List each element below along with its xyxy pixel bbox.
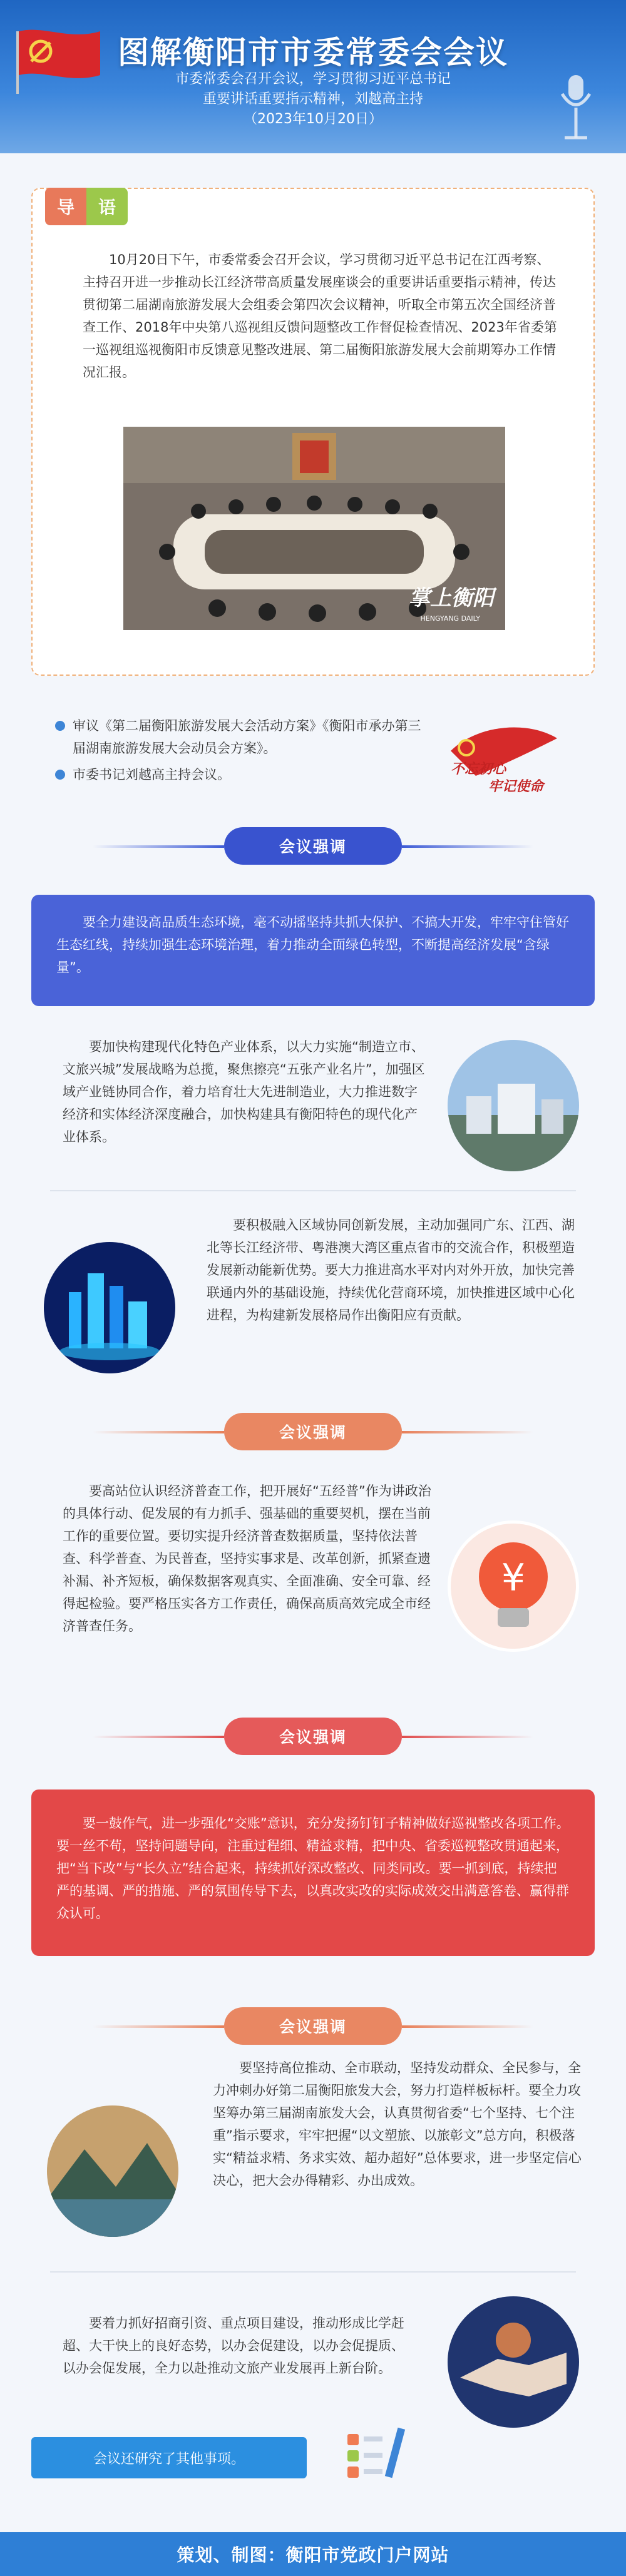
section-pill: 会议强调 — [224, 1718, 402, 1755]
other-matters-button[interactable]: 会议还研究了其他事项。 — [31, 2437, 307, 2478]
intro-card — [31, 188, 595, 676]
landscape-image — [47, 2105, 178, 2237]
section-pill: 会议强调 — [224, 827, 402, 865]
subtitle-line-1: 市委常委会召开会议，学习贯彻习近平总书记 — [175, 71, 451, 87]
section-title-3 — [0, 1718, 626, 1755]
handshake-image — [448, 2296, 579, 2428]
microphone-icon — [551, 69, 601, 144]
subtitle-date: （2023年10月20日） — [244, 111, 382, 127]
footer: 策划、制图：衡阳市党政门户网站 — [0, 2532, 626, 2576]
bullet-list — [50, 715, 426, 790]
paragraph-census: 要高站位认识经济普查工作，把开展好“五经普”作为讲政治的具体行动、促发展的有力抓手、强基础的重要契机，摆在当前工作的重要位置。要切实提升经济普查数据质量，坚持依法普查、科学普查、为民普查，坚持实事求是、改革创新，抓紧查遗补漏、补齐短板，确保数据客观真实、全面准确、安全可靠、经得起检验。要严格压实各方工作责任，确保高质高效完成全市经济普查任务。 — [63, 1484, 431, 1634]
meeting-photo — [123, 427, 505, 630]
list-item: 市委书记刘越高主持会议。 — [50, 763, 426, 786]
intro-text: 10月20日下午，市委常委会召开会议，学习贯彻习近平总书记在江西考察、主持召开进一步推动长江经济带高质量发展座谈会的重要讲话重要指示精神，传达贯彻第二届湖南旅游发展大会组委会第四次会议精神，听取全市第五次全国经济普查工作、2018年中央第八巡视组反馈问题整改工作督促检查情况、2023年省委第一巡视组巡视衡阳市反馈意见整改进展、第二届衡阳旅游发展大会前期筹办工作情况汇报。 — [83, 252, 557, 380]
city-image — [448, 1040, 579, 1171]
subtitle-line-2: 重要讲话重要指示精神，刘越高主持 — [202, 91, 423, 107]
bulb-yuan-icon — [448, 1520, 579, 1652]
section-title-2 — [0, 1413, 626, 1450]
party-seal — [438, 713, 563, 801]
badge-yu: 语 — [86, 188, 128, 225]
section-title-1 — [0, 827, 626, 865]
highlight-box-blue: 要全力建设高品质生态环境，毫不动摇坚持共抓大保护、不搞大开发，牢牢守住管好生态红线，持续加强生态环境治理，着力推动全面绿色转型，不断提高经济发展“含绿量”。 — [31, 895, 595, 1006]
header-banner — [0, 0, 626, 153]
svg-text:¥: ¥ — [501, 1556, 526, 1600]
photo-watermark-sub: HENGYANG DAILY — [420, 614, 480, 623]
photo-watermark: 掌上衡阳 — [409, 586, 494, 611]
intro-badges — [45, 188, 128, 225]
section-pill: 会议强调 — [224, 1413, 402, 1450]
highlight-box-red: 要一鼓作气，进一步强化“交账”意识，充分发扬钉钉子精神做好巡视整改各项工作。要一丝不苟，坚持问题导向，注重过程细、精益求精，把中央、省委巡视整改贯通起来，把“当下改”与“长久立”结合起来，持续抓好深改整改、同类同改。要一抓到底，持续把严的基调、严的措施、严的氛围传导下去，以真改实改的实际成效交出满意答卷、赢得群众认可。 — [31, 1789, 595, 1956]
section-pill: 会议强调 — [224, 2007, 402, 2045]
paragraph-industry: 要加快构建现代化特色产业体系，以大力实施“制造立市、文旅兴城”发展战略为总揽，聚焦擦亮“五张产业名片”，加强区域产业链协同合作，着力培育壮大先进制造业，大力推进数字经济和实体经济深度融合，加快构建具有衡阳特色的现代化产业体系。 — [63, 1039, 425, 1144]
divider — [50, 2271, 576, 2273]
paragraph-tourism: 要坚持高位推动、全市联动，坚持发动群众、全民参与，全力冲刺办好第二届衡阳旅发大会，努力打造样板标杆。要全力攻坚筹办第三届湖南旅发大会，认真贯彻省委“七个坚持、七个注重”指示要求，牢牢把握“以文塑旅、以旅彰文”总方向，积极落实“精益求精、务求实效、超办超好”总体要求，进一步坚定信心决心，把大会办得精彩、办出成效。 — [213, 2060, 582, 2188]
seal-text-2: 牢记使命 — [488, 779, 544, 795]
seal-text-1: 不忘初心 — [451, 761, 506, 777]
checklist-pencil-icon — [341, 2421, 410, 2490]
list-item: 审议《第二届衡阳旅游发展大会活动方案》《衡阳市承办第三届湖南旅游发展大会动员会方案》。 — [50, 715, 426, 760]
divider — [50, 1190, 576, 1191]
badge-dao: 导 — [45, 188, 86, 225]
paragraph-investment: 要着力抓好招商引资、重点项目建设，推动形成比学赶超、大干快上的良好态势，以办会促建设，以办会促提质、以办会促发展，全力以赴推动文旅产业发展再上新台阶。 — [63, 2316, 404, 2376]
section-title-4 — [0, 2007, 626, 2045]
page-title: 图解衡阳市市委常委会会议 — [118, 34, 508, 71]
tech-city-image — [44, 1242, 175, 1373]
paragraph-region: 要积极融入区域协同创新发展，主动加强同广东、江西、湖北等长江经济带、粤港澳大湾区重点省市的交流合作，积极塑造发展新动能新优势。要大力推进高水平对内对外开放，加快完善联通内外的基础设施，持续优化营商环境，加快推进区域中心化进程，为构建新发展格局作出衡阳应有贡献。 — [207, 1218, 575, 1323]
